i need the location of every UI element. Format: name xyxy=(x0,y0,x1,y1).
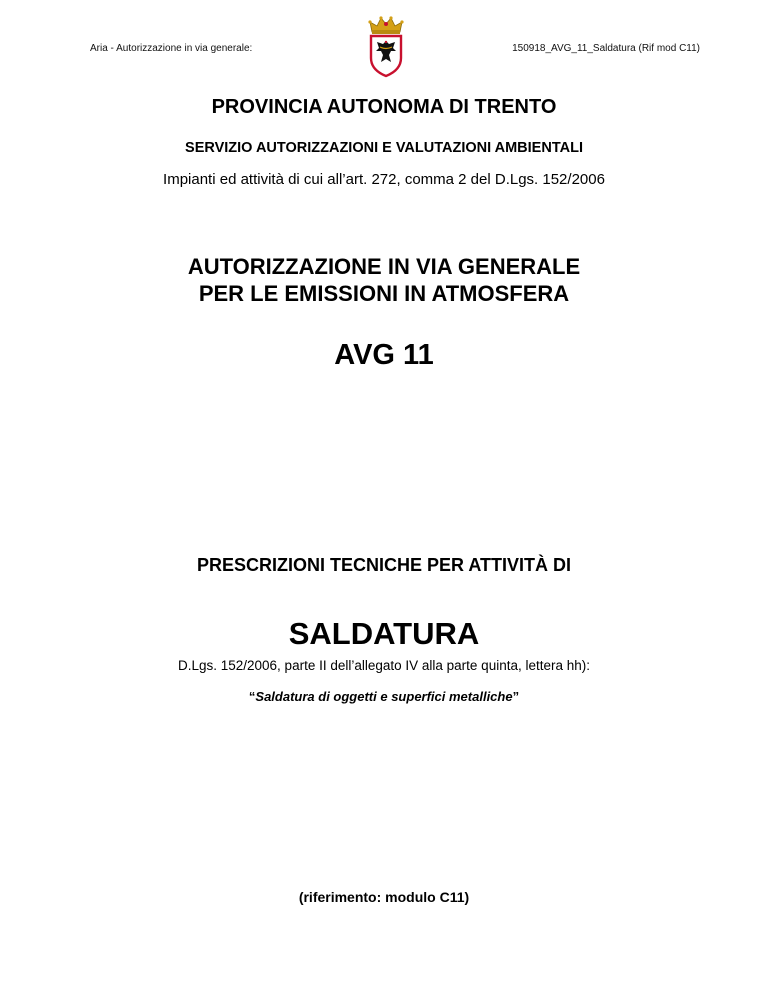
quote-open: “ xyxy=(248,689,256,704)
module-reference: (riferimento: modulo C11) xyxy=(298,889,470,905)
activity-heading: PRESCRIZIONI TECNICHE PER ATTIVITÀ DI xyxy=(196,555,572,575)
quote-close: ” xyxy=(512,689,520,704)
authorization-title xyxy=(0,253,768,307)
quote-text: Saldatura di oggetti e superfici metalliche xyxy=(255,689,513,704)
legal-reference: D.Lgs. 152/2006, parte II dell’allegato IV alla parte quinta, lettera hh): xyxy=(177,658,590,673)
document-code: AVG 11 xyxy=(334,339,434,371)
header-right-text: 150918_AVG_11_Saldatura (Rif mod C11) xyxy=(512,43,700,54)
activity-name: SALDATURA xyxy=(288,616,480,651)
province-title: PROVINCIA AUTONOMA DI TRENTO xyxy=(211,96,557,118)
activity-quote xyxy=(0,689,768,704)
service-title: SERVIZIO AUTORIZZAZIONI E VALUTAZIONI AMBIENTALI xyxy=(185,140,583,156)
authorization-title-line2: PER LE EMISSIONI IN ATMOSFERA xyxy=(198,281,570,306)
trentino-coat-of-arms-icon xyxy=(366,14,406,78)
authorization-title-line1: AUTORIZZAZIONE IN VIA GENERALE xyxy=(187,254,581,279)
header-left-text: Aria - Autorizzazione in via generale: xyxy=(90,43,253,54)
scope-text: Impianti ed attività di cui all’art. 272, comma 2 del D.Lgs. 152/2006 xyxy=(163,171,605,188)
